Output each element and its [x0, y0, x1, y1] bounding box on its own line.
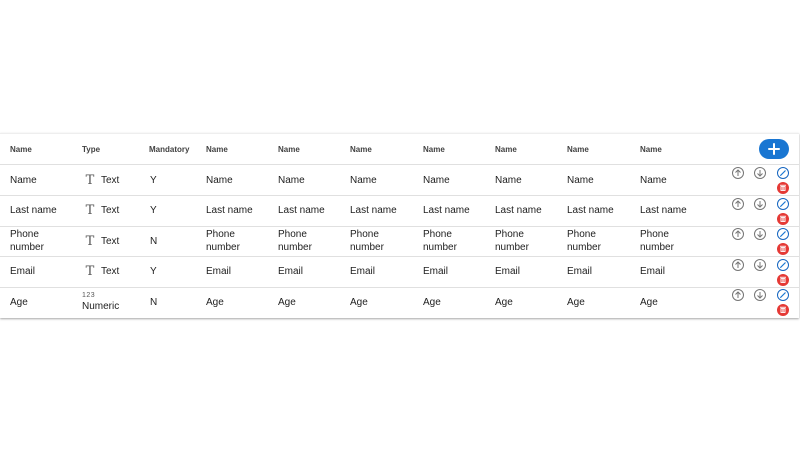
- table-row: [0, 165, 799, 196]
- field-value: Email: [567, 266, 593, 278]
- field-value: Last name: [640, 205, 687, 217]
- field-mandatory: Y: [150, 266, 157, 278]
- arrow-down-icon: [756, 169, 764, 177]
- pencil-icon: [779, 169, 787, 177]
- field-value: Age: [567, 296, 585, 308]
- field-type: [84, 226, 119, 256]
- field-value: Age: [350, 296, 368, 308]
- edit-button[interactable]: [777, 198, 789, 210]
- header-col-4: Name: [423, 144, 445, 154]
- header-mandatory: Mandatory: [149, 144, 190, 154]
- move-up-button[interactable]: [732, 289, 744, 301]
- field-value: Phone number: [206, 229, 240, 254]
- field-type: [84, 165, 119, 195]
- edit-button[interactable]: [777, 228, 789, 240]
- field-value: Last name: [495, 205, 542, 217]
- table-row: [0, 196, 799, 227]
- field-value: Phone number: [423, 229, 457, 254]
- move-down-button[interactable]: [754, 289, 766, 301]
- move-down-button[interactable]: [754, 198, 766, 210]
- type-label: Text: [101, 266, 120, 278]
- trash-icon: [777, 213, 789, 225]
- field-value: Name: [278, 174, 305, 186]
- field-mandatory: N: [150, 235, 158, 247]
- arrow-down-icon: [756, 291, 764, 299]
- delete-button[interactable]: [777, 213, 789, 225]
- field-value: Age: [206, 296, 224, 308]
- field-value: Last name: [567, 205, 614, 217]
- type-label: Text: [101, 174, 120, 186]
- field-mandatory: Y: [150, 205, 157, 217]
- field-value: Phone number: [640, 229, 674, 254]
- delete-button[interactable]: [777, 182, 789, 194]
- text-type-icon: T: [85, 264, 95, 280]
- field-type: [82, 287, 119, 317]
- field-type: [84, 196, 119, 226]
- trash-icon: [777, 182, 789, 194]
- header-col-5: Name: [495, 144, 517, 154]
- field-name: Email: [10, 266, 36, 278]
- table-header-row: [0, 134, 799, 165]
- arrow-up-icon: [734, 169, 742, 177]
- move-up-button[interactable]: [732, 167, 744, 179]
- field-value: Email: [350, 266, 376, 278]
- arrow-up-icon: [734, 200, 742, 208]
- text-type-icon: T: [85, 172, 95, 188]
- arrow-up-icon: [734, 230, 742, 238]
- plus-icon: [768, 143, 780, 155]
- field-value: Email: [206, 266, 232, 278]
- header-name: Name: [10, 144, 32, 154]
- field-value: Name: [206, 174, 233, 186]
- trash-icon: [777, 274, 789, 286]
- type-label: Text: [101, 235, 120, 247]
- move-up-button[interactable]: [732, 198, 744, 210]
- field-name: Last name: [10, 205, 57, 217]
- field-value: Phone number: [495, 229, 529, 254]
- arrow-up-icon: [734, 261, 742, 269]
- header-col-6: Name: [567, 144, 589, 154]
- pencil-icon: [779, 291, 787, 299]
- field-name: Phone number: [10, 229, 44, 254]
- edit-button[interactable]: [777, 167, 789, 179]
- arrow-down-icon: [756, 230, 764, 238]
- field-value: Age: [495, 296, 513, 308]
- delete-button[interactable]: [777, 304, 789, 316]
- field-value: Phone number: [350, 229, 384, 254]
- field-value: Email: [278, 266, 304, 278]
- field-value: Last name: [350, 205, 397, 217]
- field-value: Email: [640, 266, 666, 278]
- field-value: Age: [423, 296, 441, 308]
- table-row: [0, 226, 799, 257]
- pencil-icon: [779, 200, 787, 208]
- table-row: [0, 257, 799, 288]
- header-col-2: Name: [278, 144, 300, 154]
- move-down-button[interactable]: [754, 167, 766, 179]
- text-type-icon: T: [85, 233, 95, 249]
- field-mandatory: N: [150, 296, 158, 308]
- field-value: Name: [567, 174, 594, 186]
- numeric-type-icon: 123: [82, 292, 96, 300]
- text-type-icon: T: [85, 203, 95, 219]
- edit-button[interactable]: [777, 259, 789, 271]
- add-field-button[interactable]: [759, 139, 789, 159]
- field-name: Age: [10, 296, 28, 308]
- edit-button[interactable]: [777, 289, 789, 301]
- fields-table: [0, 133, 799, 318]
- move-up-button[interactable]: [732, 228, 744, 240]
- field-value: Phone number: [278, 229, 312, 254]
- type-label: Numeric: [82, 301, 120, 313]
- pencil-icon: [779, 261, 787, 269]
- field-value: Last name: [278, 205, 325, 217]
- header-col-1: Name: [206, 144, 228, 154]
- field-value: Email: [495, 266, 521, 278]
- header-type: Type: [82, 144, 101, 154]
- type-label: Text: [101, 205, 120, 217]
- move-up-button[interactable]: [732, 259, 744, 271]
- arrow-down-icon: [756, 200, 764, 208]
- move-down-button[interactable]: [754, 228, 766, 240]
- pencil-icon: [779, 230, 787, 238]
- field-value: Age: [640, 296, 658, 308]
- field-value: Name: [350, 174, 377, 186]
- field-value: Last name: [206, 205, 253, 217]
- table-row: [0, 287, 799, 317]
- move-down-button[interactable]: [754, 259, 766, 271]
- field-value: Email: [423, 266, 449, 278]
- field-value: Last name: [423, 205, 470, 217]
- field-value: Age: [278, 296, 296, 308]
- delete-button[interactable]: [777, 274, 789, 286]
- arrow-up-icon: [734, 291, 742, 299]
- header-col-3: Name: [350, 144, 372, 154]
- field-value: Name: [423, 174, 450, 186]
- arrow-down-icon: [756, 261, 764, 269]
- delete-button[interactable]: [777, 243, 789, 255]
- field-value: Phone number: [567, 229, 601, 254]
- trash-icon: [777, 304, 789, 316]
- field-name: Name: [10, 174, 37, 186]
- field-value: Name: [640, 174, 667, 186]
- header-col-7: Name: [640, 144, 662, 154]
- field-mandatory: Y: [150, 174, 157, 186]
- field-value: Name: [495, 174, 522, 186]
- trash-icon: [777, 243, 789, 255]
- field-type: [84, 257, 119, 287]
